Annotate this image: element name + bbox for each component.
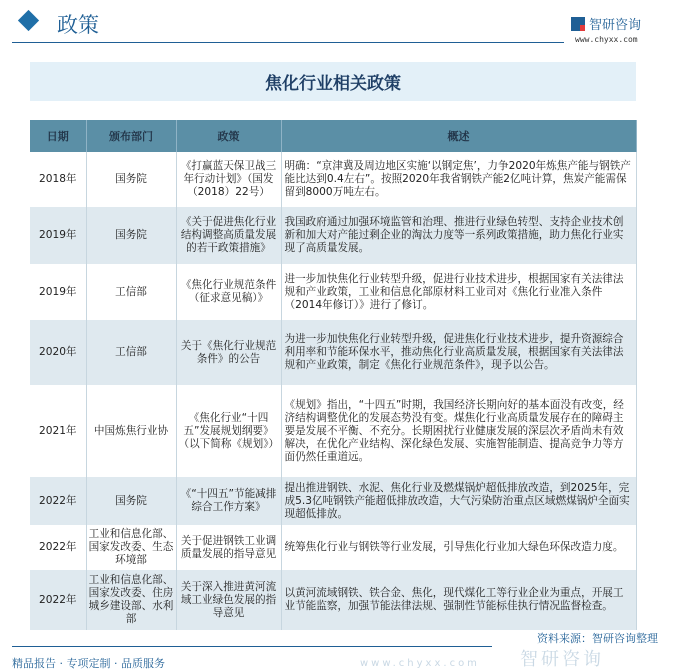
- cell-date: 2019年: [30, 207, 86, 264]
- cell-date: 2020年: [30, 320, 86, 385]
- table-header: [30, 120, 636, 152]
- policy-table: [30, 120, 637, 630]
- cell-dept: 工信部: [86, 320, 176, 385]
- watermark-url: www.chyxx.com: [360, 658, 480, 669]
- column-header-date: 日期: [30, 120, 86, 152]
- cell-summary: 为进一步加快焦化行业转型升级，促进焦化行业技术进步，提升资源综合利用率和节能环保水平，推动焦化行业高质量发展，根据国家有关法律法规和产业政策，制定《焦化行业规范条件》，现予以公告。: [281, 320, 636, 385]
- page-title: 焦化行业相关政策: [265, 74, 401, 94]
- table-row: [30, 477, 636, 525]
- cell-date: 2022年: [30, 525, 86, 570]
- table-row: [30, 207, 636, 264]
- cell-summary: 提出推进钢铁、水泥、焦化行业及燃煤锅炉超低排放改造，到2025年，完成5.3亿吨钢铁产能超低排放改造，大气污染防治重点区域燃煤锅炉全面实现超低排放。: [281, 477, 636, 525]
- cell-policy: 关于促进钢铁工业调质量发展的指导意见: [176, 525, 281, 570]
- cell-dept: 中国炼焦行业协: [86, 385, 176, 477]
- column-header-summary: 概述: [281, 120, 636, 152]
- cell-dept: 工业和信息化部、国家发改委、生态环境部: [86, 525, 176, 570]
- table-row: [30, 264, 636, 320]
- cell-summary: 我国政府通过加强环境监管和治理、推进行业绿色转型、支持企业技术创新和加大对产能过剩企业的淘汰力度等一系列政策措施，助力焦化行业实现了高质量发展。: [281, 207, 636, 264]
- section-title: 政策: [57, 13, 99, 37]
- cell-date: 2022年: [30, 570, 86, 630]
- table-row: [30, 385, 636, 477]
- cell-summary: 《规划》指出，“十四五”时期，我国经济长期向好的基本面没有改变，经济结构调整优化的发展态势没有变。煤焦化行业高质量发展存在的障碍主要是发展不平衡、不充分。长期困扰行业健康发展的深层次矛盾尚未有效解决，在优化产业结构、深化绿色发展、实施智能制造、提高竞争力等方面仍然任重道远。: [281, 385, 636, 477]
- cell-policy: 《焦化行业规范条件（征求意见稿）》: [176, 264, 281, 320]
- table-row: [30, 320, 636, 385]
- cell-policy: 《焦化行业“十四五”发展规划纲要》（以下简称《规划》）: [176, 385, 281, 477]
- footer-slogan: 精品报告 · 专项定制 · 品质服务: [12, 657, 165, 670]
- watermark-logo: 智研咨询: [520, 649, 604, 670]
- cell-date: 2019年: [30, 264, 86, 320]
- source-note: 资料来源：智研咨询整理: [537, 632, 658, 645]
- header-divider: [12, 42, 564, 43]
- brand-logo: [571, 14, 641, 33]
- table-row: [30, 152, 636, 207]
- cell-date: 2018年: [30, 152, 86, 207]
- diamond-icon: [18, 10, 39, 31]
- cell-summary: 统筹焦化行业与钢铁等行业发展，引导焦化行业加大绿色环保改造力度。: [281, 525, 636, 570]
- cell-dept: 工信部: [86, 264, 176, 320]
- logo-url: www.chyxx.com: [575, 35, 638, 44]
- cell-date: 2022年: [30, 477, 86, 525]
- cell-dept: 国务院: [86, 207, 176, 264]
- cell-date: 2021年: [30, 385, 86, 477]
- cell-policy: 《“十四五”节能减排综合工作方案》: [176, 477, 281, 525]
- page-title-band: [30, 62, 636, 101]
- cell-dept: 国务院: [86, 477, 176, 525]
- cell-policy: 关于《焦化行业规范条件》的公告: [176, 320, 281, 385]
- logo-mark-icon: [571, 17, 585, 31]
- cell-dept: 国务院: [86, 152, 176, 207]
- column-header-dept: 颁布部门: [86, 120, 176, 152]
- table-row: [30, 570, 636, 630]
- cell-policy: 《打赢蓝天保卫战三年行动计划》（国发（2018）22号）: [176, 152, 281, 207]
- cell-dept: 工业和信息化部、国家发改委、住房城乡建设部、水利部: [86, 570, 176, 630]
- cell-summary: 以黄河流域钢铁、铁合金、焦化，现代煤化工等行业企业为重点，开展工业节能监察，加强节能法律法规、强制性节能标佳执行情况监督检查。: [281, 570, 636, 630]
- logo-text: 智研咨询: [589, 18, 642, 33]
- footer-divider: [12, 646, 492, 647]
- cell-policy: 关于深入推进黄河流域工业绿色发展的指导意见: [176, 570, 281, 630]
- cell-summary: 明确：“京津冀及周边地区实施‘以钢定焦’，力争2020年炼焦产能与钢铁产能比达到0.4左右”。按照2020年我省钢铁产能2亿吨计算，焦炭产能需保留到8000万吨左右。: [281, 152, 636, 207]
- cell-summary: 进一步加快焦化行业转型升级，促进行业技术进步，根据国家有关法律法规和产业政策，工业和信息化部原材料工业司对《焦化行业准入条件（2014年修订）》进行了修订。: [281, 264, 636, 320]
- column-header-policy: 政策: [176, 120, 281, 152]
- cell-policy: 《关于促进焦化行业结构调整高质量发展的若干政策措施》: [176, 207, 281, 264]
- table-row: [30, 525, 636, 570]
